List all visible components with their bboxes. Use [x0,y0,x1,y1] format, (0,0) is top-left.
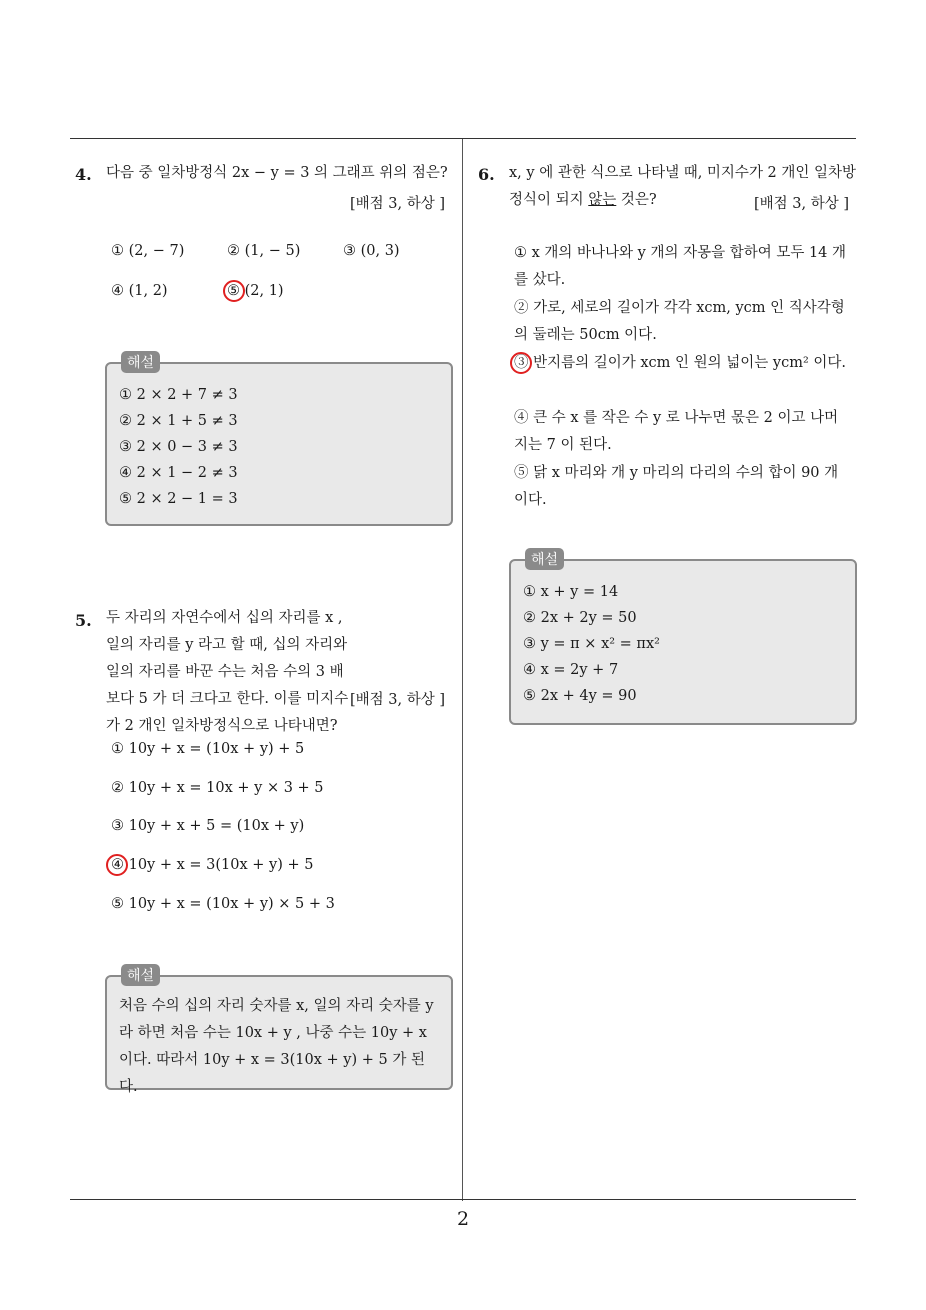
q4-explanation-line: ⑤ 2 × 2 − 1 = 3 [119,491,238,507]
q4-option-4[interactable]: ④ (1, 2) [111,283,168,299]
q4-option-5[interactable]: ⑤ (2, 1) [227,283,284,299]
question-4-score: [배점 3, 하상 ] [350,196,446,212]
q6-explanation-line: ③ y = π × x² = πx² [523,636,660,652]
q5-explanation-box [105,968,453,1095]
question-5-text: 두 자리의 자연수에서 십의 자리를 x , 일의 자리를 y 라고 할 때, 십의 자리와 일의 자리를 바꾼 수는 처음 수의 3 배보다 5 가 더 크다고 한다. 이를 미지수가 2 개인 일차방정식으로 나타내면? [106,610,349,734]
q6-option-5[interactable]: ⑤ 닭 x 마리와 개 y 마리의 다리의 수의 합이 90 개 이다. [514,465,839,508]
q6-explanation-label: 해설 [525,548,564,570]
question-4-number: 4. [75,165,92,184]
q5-option-2[interactable]: ② 10y + x = 10x + y × 3 + 5 [111,780,324,796]
question-6-number: 6. [478,165,495,184]
top-rule [70,138,856,139]
bottom-rule [70,1199,856,1200]
q4-explanation-line: ④ 2 × 1 − 2 ≠ 3 [119,465,238,481]
q4-explanation-line: ③ 2 × 0 − 3 ≠ 3 [119,439,238,455]
page-number: 2 [456,1208,470,1230]
q6-option-1[interactable]: ① x 개의 바나나와 y 개의 자몽을 합하여 모두 14 개를 샀다. [514,245,847,288]
q6-text-before: x, y 에 관한 식으로 나타낼 때, 미지수가 2 개인 일차방정식이 되지 [509,165,857,208]
q4-explanation-label: 해설 [121,351,160,373]
q4-explanation-line: ② 2 × 1 + 5 ≠ 3 [119,413,238,429]
q5-explanation-label: 해설 [121,964,160,986]
answer-mark-circle [223,280,245,302]
q4-option-2[interactable]: ② (1, − 5) [227,243,301,259]
q4-explanation-line: ① 2 × 2 + 7 ≠ 3 [119,387,238,403]
question-6-score: [배점 3, 하상 ] [754,196,850,212]
q6-explanation-line: ⑤ 2x + 4y = 90 [523,688,637,704]
q4-explanation-box [105,355,453,526]
answer-mark-circle [106,854,128,876]
q6-option-2[interactable]: ② 가로, 세로의 길이가 각각 xcm, ycm 인 직사각형의 둘레는 50cm 이다. [514,300,845,343]
question-5-number: 5. [75,611,92,630]
question-5-score: [배점 3, 하상 ] [350,692,446,708]
q4-option-3[interactable]: ③ (0, 3) [343,243,400,259]
answer-mark-circle [510,352,532,374]
q6-explanation-line: ① x + y = 14 [523,584,619,600]
q6-option-4[interactable]: ④ 큰 수 x 를 작은 수 y 로 나누면 몫은 2 이고 나머지는 7 이 된다. [514,410,839,453]
q6-option-3[interactable]: ③ 반지름의 길이가 xcm 인 원의 넓이는 ycm² 이다. [514,355,847,371]
q5-option-4[interactable]: ④ 10y + x = 3(10x + y) + 5 [111,857,314,873]
q6-explanation-box [509,552,857,725]
q5-explanation-text: 처음 수의 십의 자리 숫자를 x, 일의 자리 숫자를 y 라 하면 처음 수는 10x + y , 나중 수는 10y + x 이다. 따라서 10y + x = 3(10x + y) + 5 가 된다. [119,998,434,1095]
q6-text-after: 것은? [616,192,657,208]
q5-option-5[interactable]: ⑤ 10y + x = (10x + y) × 5 + 3 [111,896,335,912]
column-divider [462,139,463,1201]
question-4-text: 다음 중 일차방정식 2x − y = 3 의 그래프 위의 점은? [106,165,448,181]
q4-option-1[interactable]: ① (2, − 7) [111,243,185,259]
q6-explanation-line: ② 2x + 2y = 50 [523,610,637,626]
q5-option-1[interactable]: ① 10y + x = (10x + y) + 5 [111,741,305,757]
q6-text-underlined: 않는 [588,192,617,208]
q6-explanation-line: ④ x = 2y + 7 [523,662,619,678]
q5-option-3[interactable]: ③ 10y + x + 5 = (10x + y) [111,818,305,834]
